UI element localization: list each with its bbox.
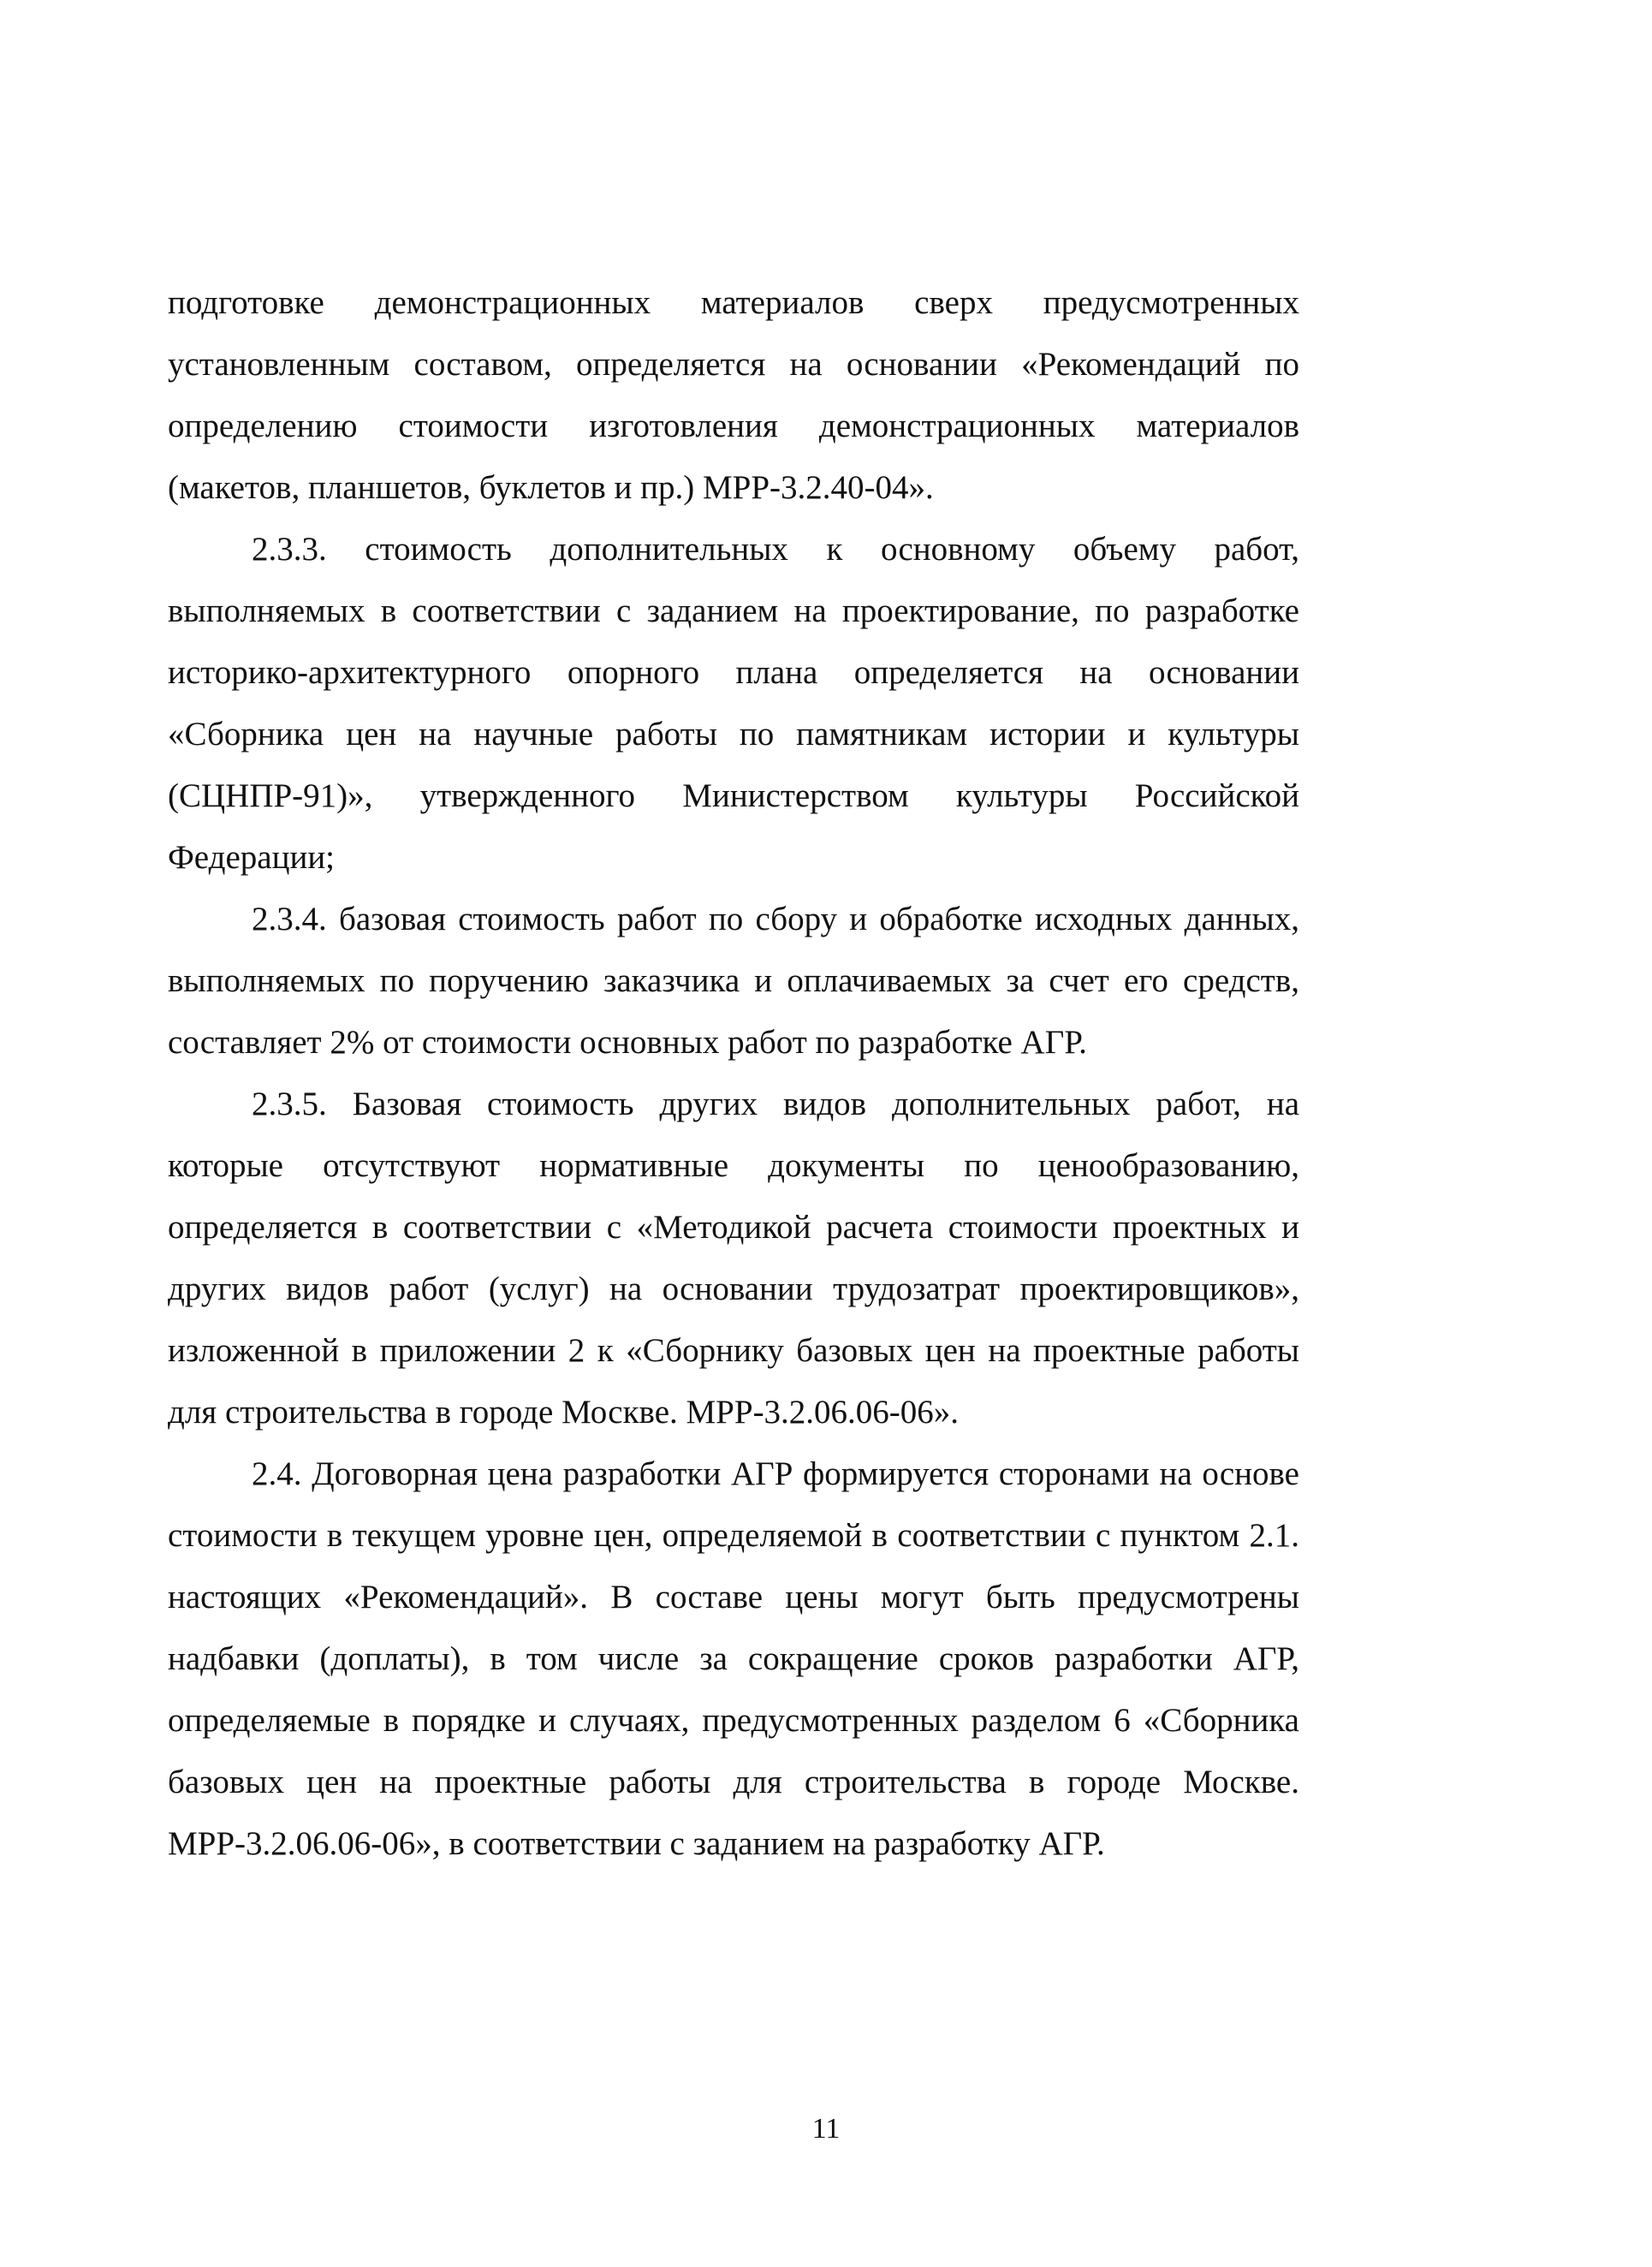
paragraph-2-4: 2.4. Договорная цена разработки АГР формируется сторонами на основе стоимости в текущем уровне цен, определяемой в соответствии с пунктом 2.1. настоящих «Рекомендаций». В составе цены могут быть предусмотрены надбавки (доплаты), в том числе за сокращение сроков разработки АГР, определяемые в порядке и случаях, предусмотренных разделом 6 «Сборника базовых цен на проектные работы для строительства в городе Москве. МРР-3.2.06.06-06», в соответствии с заданием на разработку АГР.: [168, 1455, 1299, 1862]
paragraph-2-3-5: 2.3.5. Базовая стоимость других видов дополнительных работ, на которые отсутствуют нормативные документы по ценообразованию, определяется в соответствии с «Методикой расчета стоимости проектных и других видов работ (услуг) на основании трудозатрат проектировщиков», изложенной в приложении 2 к «Сборнику базовых цен на проектные работы для строительства в городе Москве. МРР-3.2.06.06-06».: [168, 1086, 1299, 1431]
paragraph-2-3-4: 2.3.4. базовая стоимость работ по сбору и обработке исходных данных, выполняемых по поручению заказчика и оплачиваемых за счет его средств, составляет 2% от стоимости основных работ по разработке АГР.: [168, 901, 1299, 1061]
body-text: [168, 272, 1299, 1875]
page-number: 11: [811, 2113, 841, 2145]
paragraph-2-3-3: 2.3.3. стоимость дополнительных к основному объему работ, выполняемых в соответствии с заданием на проектирование, по разработке историко-архитектурного опорного плана определяется на основании «Сборника цен на научные работы по памятникам истории и культуры (СЦНПР-91)», утвержденного Министерством культуры Российской Федерации;: [168, 531, 1299, 876]
paragraph-continuation: подготовке демонстрационных материалов сверх предусмотренных установленным составом, определяется на основании «Рекомендаций по определению стоимости изготовления демонстрационных материалов (макетов, планшетов, буклетов и пр.) МРР-3.2.40-04».: [168, 284, 1299, 506]
